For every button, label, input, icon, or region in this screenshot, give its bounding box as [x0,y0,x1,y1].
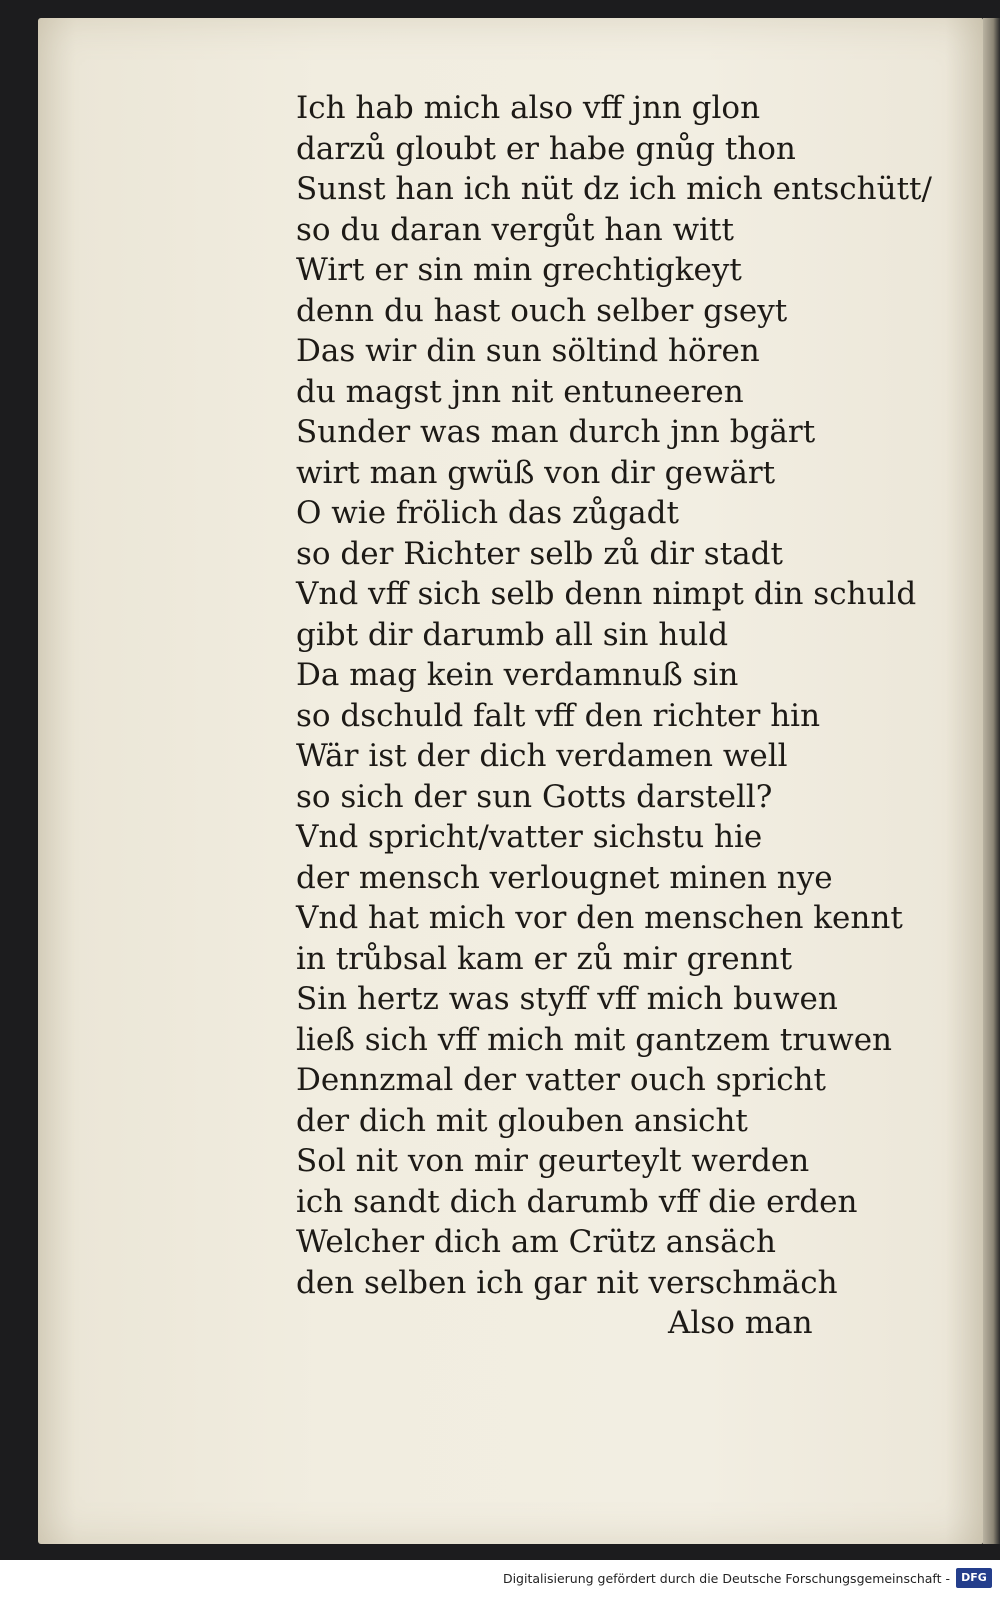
verse-line-16: so dschuld falt vff den richter hin [296,697,821,734]
verse-line-29: Welcher dich am Crütz ansäch [296,1224,776,1260]
verse-line-8: du magst jnn nit entuneeren [296,373,744,410]
verse-line-20: der mensch verlougnet minen nye [296,859,833,896]
next-page-edge [983,18,1000,1544]
verse-line-22: in trůbsal kam er zů mir grennt [296,940,793,977]
verse-line-23: Sin hertz was styff vff mich buwen [296,981,838,1017]
catchword: Also man [668,1305,813,1341]
verse-line-27: Sol nit von mir geurteylt werden [296,1143,810,1179]
verse-line-3: Sunst han ich nüt dz ich mich entschütt/ [296,171,932,207]
verse-line-10: wirt man gwüß von dir gewärt [296,454,776,491]
verse-line-13: Vnd vff sich selb denn nimpt din schuld [296,576,917,612]
verse-line-28: ich sandt dich darumb vff die erden [296,1183,858,1220]
verse-line-2: darzů gloubt er habe gnůg thon [296,130,796,167]
dfg-logo: DFG [956,1568,992,1588]
verse-line-6: denn du hast ouch selber gseyt [296,292,788,329]
verse-line-26: der dich mit glouben ansicht [296,1102,748,1139]
verse-line-11: O wie frölich das zůgadt [296,495,679,531]
verse-line-19: Vnd spricht/vatter sichstu hie [296,819,763,855]
verse-line-5: Wirt er sin min grechtigkeyt [296,252,742,288]
book-page [38,18,983,1544]
verse-line-17: Wär ist der dich verdamen well [296,738,788,774]
verse-line-12: so der Richter selb zů dir stadt [296,535,783,572]
verse-text-block [296,88,936,1344]
digitization-footer [0,1560,1000,1599]
verse-line-4: so du daran vergůt han witt [296,211,734,248]
verse-line-9: Sunder was man durch jnn bgärt [296,414,816,450]
verse-line-1: Ich hab mich also vff jnn glon [296,90,761,126]
verse-line-14: gibt dir darumb all sin huld [296,616,729,653]
verse-line-24: ließ sich vff mich mit gantzem truwen [296,1021,893,1058]
verse-line-15: Da mag kein verdamnuß sin [296,657,739,693]
funding-credit: Digitalisierung gefördert durch die Deutsche Forschungsgemeinschaft - [502,1571,950,1586]
verse-line-7: Das wir din sun söltind hören [296,333,760,369]
verse-line-30: den selben ich gar nit verschmäch [296,1264,838,1301]
verse-line-21: Vnd hat mich vor den menschen kennt [296,900,903,936]
verse-line-25: Dennzmal der vatter ouch spricht [296,1062,826,1098]
verse-line-18: so sich der sun Gotts darstell? [296,778,773,815]
